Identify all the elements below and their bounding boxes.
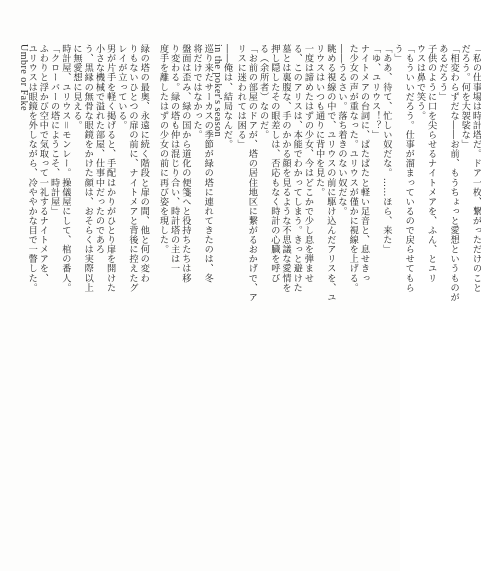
left-text-line: 緑の塔の最奥、永遠に続く階段と扉の間、他と何の変わ <box>138 44 150 283</box>
left-blank-line <box>213 44 221 514</box>
right-text-line: 「ああ、待て、忙しい奴だな。……ほら、来た」 <box>380 44 392 255</box>
header-title-right: in the poker's season <box>212 44 223 138</box>
left-text-line: 「クローバーの塔にようこそ、時計屋」 <box>48 44 60 216</box>
left-text-line: 将だけではなかった。 <box>191 44 203 140</box>
right-text-line: 一度は諦めたはずの少女、今はどこかで少し息を弾ませ <box>302 44 314 283</box>
left-text-line: ユリウスは眼鏡を外しながら、冷ややかな目で一瞥した。 <box>26 44 38 293</box>
left-text-line: り変わる。緑の塔も仲は混じり合い、時計塔の主は一 <box>168 44 180 274</box>
header-title-left: Umbre or Fake <box>18 44 29 112</box>
right-text-line: 眺める視線の中で、ユリウスの前に駆け込んだアリスを、ユ <box>324 44 336 302</box>
left-text-line: 巡り来たサーカスの季節が緑の塔に連れてきたのは、冬 <box>202 44 214 283</box>
right-text-line: ――うるさい。落ち着きのない奴だな。 <box>336 44 348 216</box>
left-text-line: 男が片手を軽く掲げると、手配はかりがひとり扉を開けた <box>104 44 116 293</box>
left-text-line: ふわりと浮かび空中で気取って一礼するナイトメアを、 <box>37 44 49 283</box>
left-text-line: 時計屋、ユリウス＝モンレー。操儀屋にして、棺の番人。 <box>59 44 71 293</box>
right-text-line: 「ゆ、ユリウス！？」 <box>369 44 381 140</box>
right-text-line: あるだろう」 <box>436 44 448 102</box>
right-text-line: 「相変わらずだな――お前、もうちょっと愛想というものが <box>448 44 460 302</box>
right-text-line: だろう。何を大袈裟な」 <box>459 44 471 150</box>
right-text-line: 子供のように口を尖らせるナイトメアを、ふん、とユリ <box>425 44 437 283</box>
right-text-line: 墓とは裏腹な、手のかかる顔を見るような不思議な愛情を <box>280 44 292 293</box>
right-text-line: ナイトメアの台詞に、ぱたぱたと軽い足音と、息せきっ <box>358 44 370 283</box>
right-text-line: リウスはいつも通りに背中を見た。 <box>313 44 325 197</box>
right-text-line: る、このアリスは、本能でわかってしまう。きっと避けた <box>291 44 303 293</box>
left-text-line: 度手を離したはずの少女の前に再び姿を現した。 <box>157 44 169 255</box>
right-text-line: た少女の声が重なった。ユリウスが僅かに視線を上げる。 <box>347 44 359 293</box>
left-text-line: に無愛想に見える。 <box>71 44 83 130</box>
left-text-line: りもないひとつの扉の前に、ナイトメアと背後に控えたグ <box>127 44 139 293</box>
left-text-line: レイが立っている。 <box>115 44 127 130</box>
right-text-line: ウスは鼻で笑う。 <box>414 44 426 121</box>
right-text-line: 「もういいだろう。仕事が溜まっているので戻らせてもら <box>403 44 415 293</box>
left-text-block <box>26 44 232 514</box>
right-text-line: う」 <box>392 44 404 64</box>
left-text-line: う、黒縁の無骨な眼鏡をかけた顔は、おそらくは実際以上 <box>82 44 94 293</box>
right-text-line: 「お前の部屋のドアが、塔の居住地区に繋がるおかげで、ア <box>246 44 258 302</box>
right-text-line: 「私の仕事場は時計塔だ。ドア一枚、繋がっただけのこと <box>470 44 481 293</box>
right-text-line: 押し隠したその眼差しは、否応もなく時計の心臓を呼び <box>268 44 280 283</box>
right-text-block <box>235 44 481 514</box>
right-text-line: リスに迷われては困る」 <box>235 44 247 150</box>
left-text-line: 盤面は歪み、緑の国から道化の便箋へと役持ちたちは移 <box>179 44 191 283</box>
left-text-line: 小さな機械で溢れた部屋、仕事中だったのであろ <box>93 44 105 255</box>
left-text-line: ――俺は、結局なんだ。 <box>221 44 233 150</box>
left-blank-line <box>149 44 157 514</box>
right-text-line: る（余所者）なのだ。 <box>257 44 269 140</box>
